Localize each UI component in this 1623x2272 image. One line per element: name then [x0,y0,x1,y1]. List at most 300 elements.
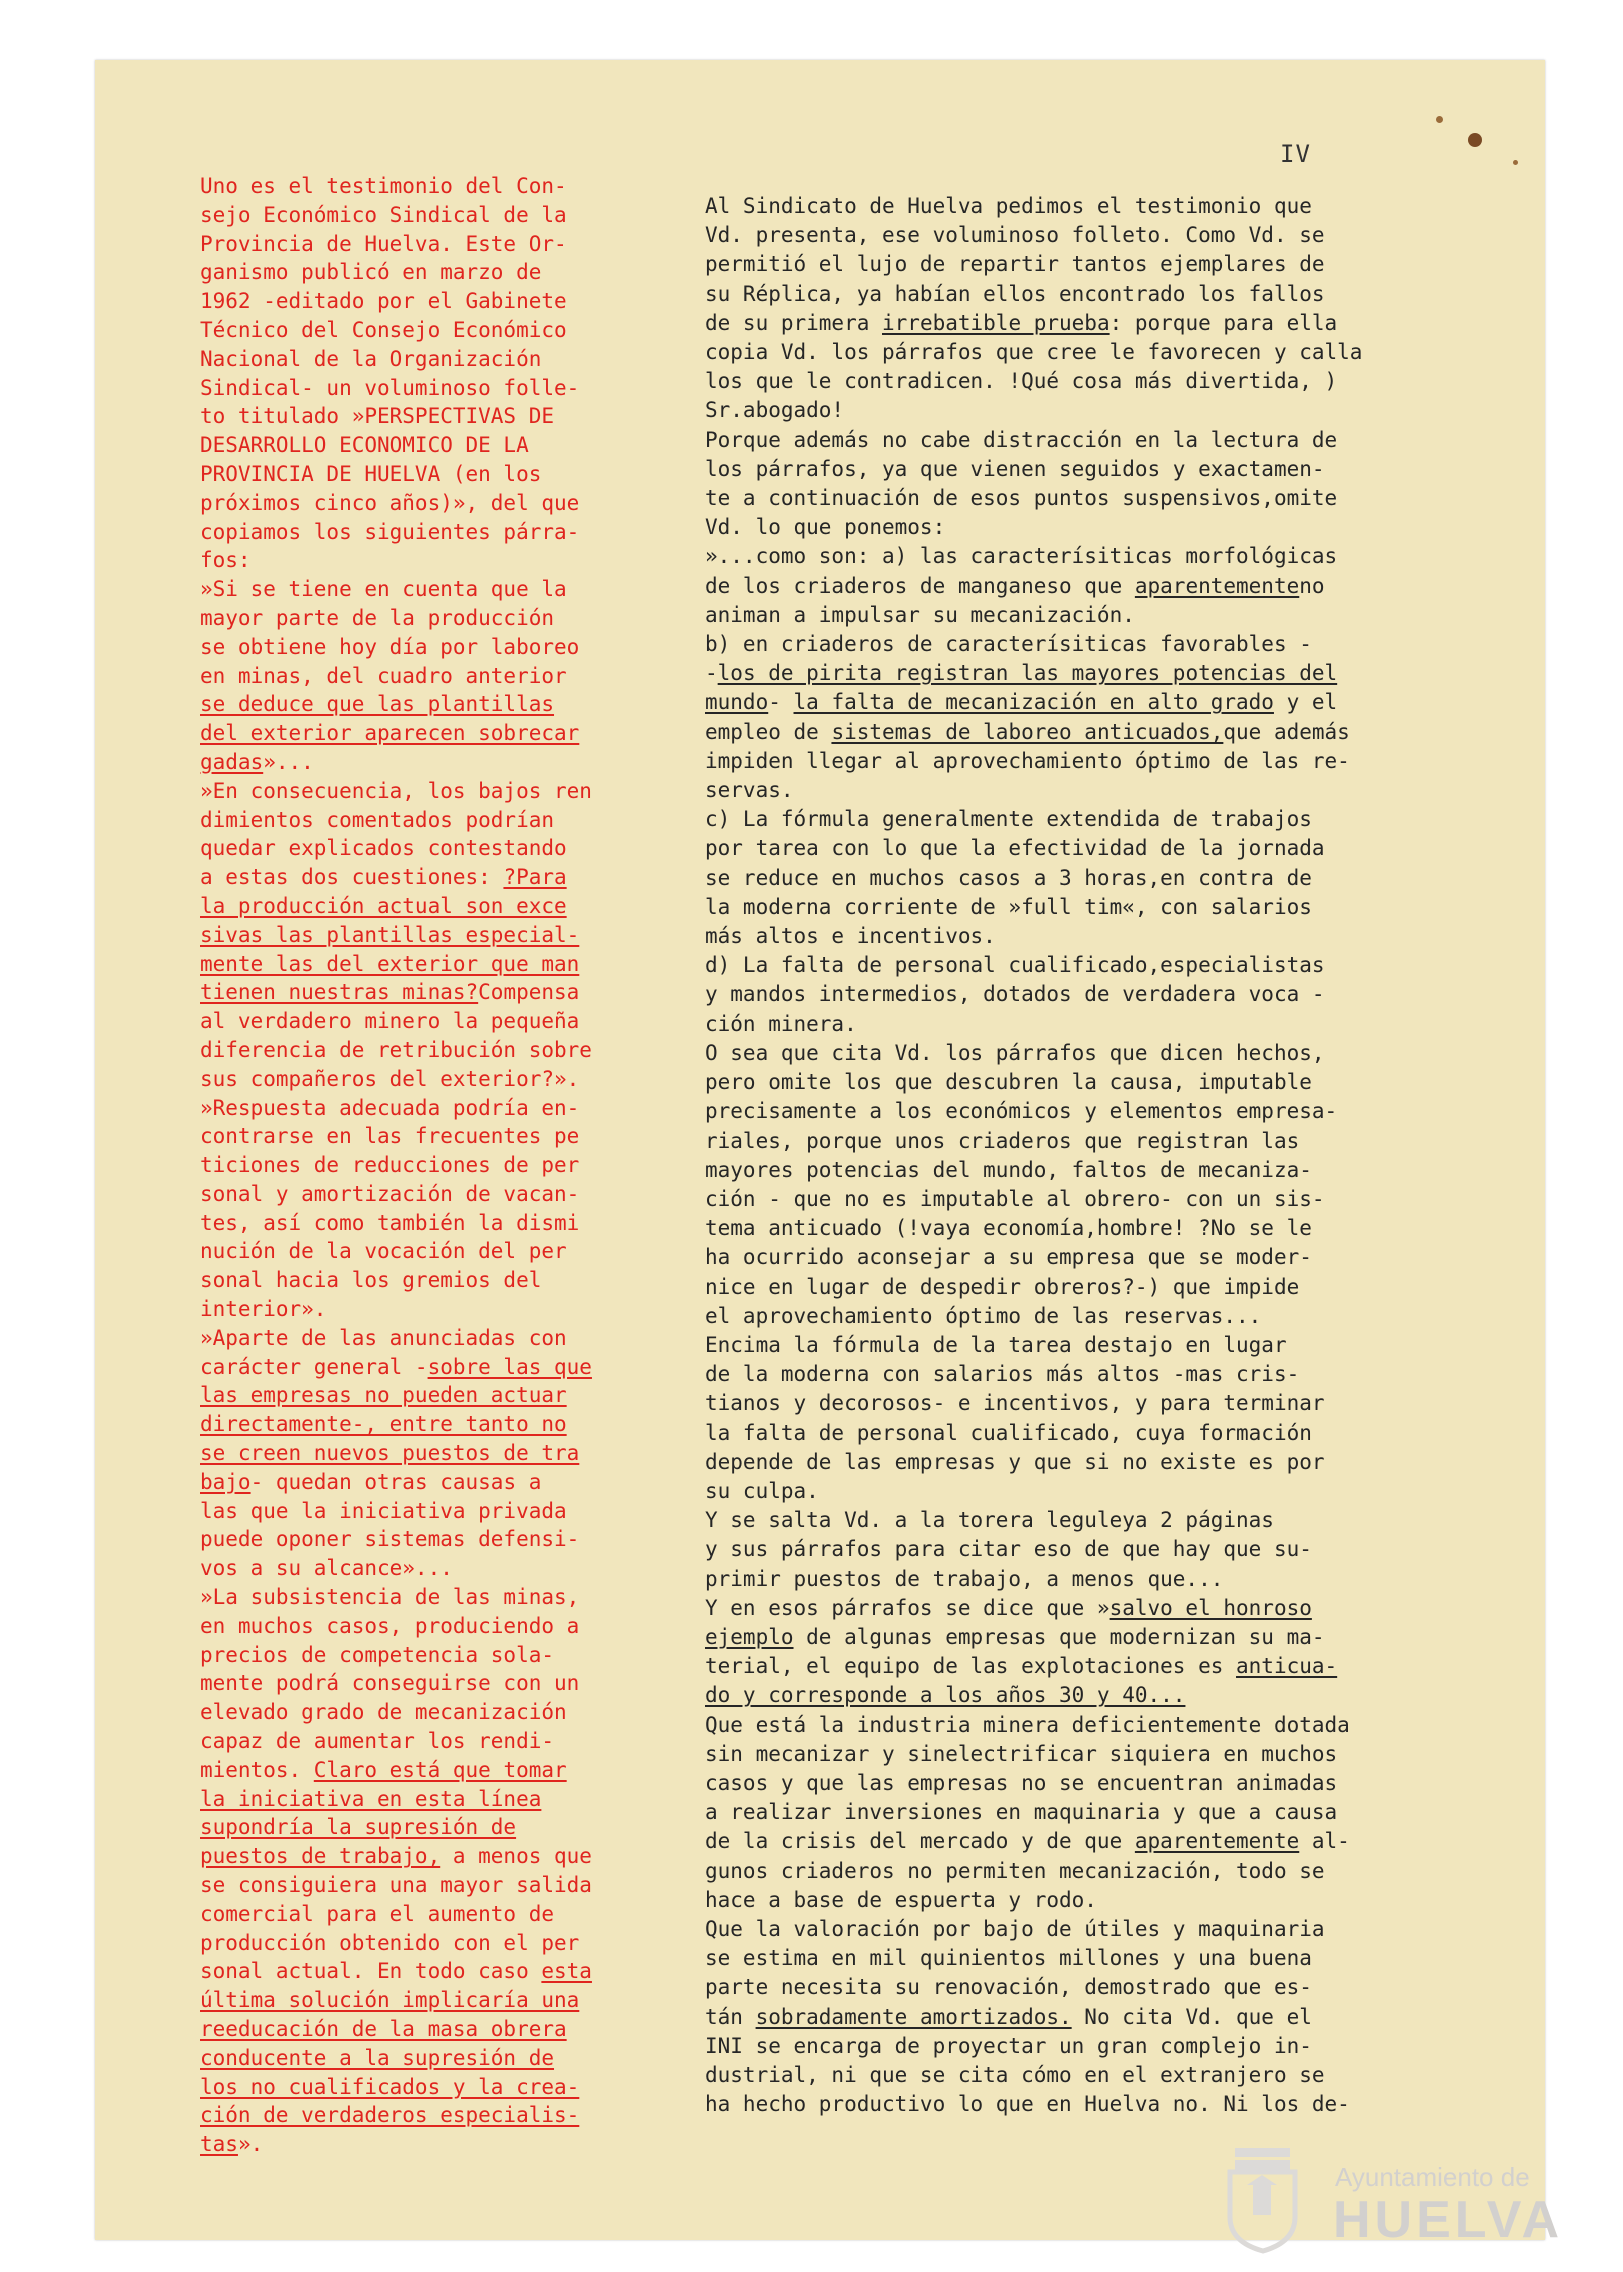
text-segment: contrarse en las frecuentes pe [200,1124,580,1149]
text-segment: : porque para ella [1109,310,1338,335]
text-segment: te a continuación de esos puntos suspensivos,omite [705,486,1338,511]
text-segment: Al Sindicato de Huelva pedimos el testimonio que [705,194,1312,218]
text-segment: copiamos los siguientes párra- [200,519,580,544]
text-segment: »Respuesta adecuada podría en- [200,1095,580,1120]
text-line [200,316,660,345]
text-segment: ha hecho productivo lo que en Huelva no. Ni los de- [705,2092,1350,2117]
text-segment: vos a su alcance»... [200,1556,453,1581]
text-segment: carácter general - [200,1354,428,1379]
text-line [200,1381,660,1410]
text-line [705,1331,1465,1360]
underlined-text: tienen nuestras minas? [200,980,479,1005]
text-segment: Técnico del Consejo Económico [200,317,567,342]
text-line [705,834,1465,863]
page-number: IV [1280,140,1311,168]
text-segment: - [768,690,794,715]
text-line [705,542,1465,571]
text-line [705,1681,1465,1710]
text-line [200,2044,660,2073]
huelva-shield-icon [1205,2140,1320,2255]
text-segment: riales, porque unos criaderos que registran las [705,1128,1300,1153]
text-segment: Y en esos párrafos se dice que » [705,1595,1110,1620]
text-segment: copia Vd. los párrafos que cree le favorecen y calla [705,340,1363,365]
text-line [200,1554,660,1583]
text-segment: casos y que las empresas no se encuentran animadas [705,1770,1338,1795]
text-line [705,630,1465,659]
text-line [705,1302,1465,1331]
text-line [200,1669,660,1698]
text-segment: dustrial, ni que se cita cómo en el extranjero se [705,2063,1325,2087]
text-line [705,2032,1465,2061]
underlined-text: mente las del exterior que man [200,951,580,976]
text-segment: permitió el lujo de repartir tantos ejemplares de [705,252,1325,277]
watermark-logo [1205,2140,1564,2255]
text-line [705,1243,1465,1272]
text-segment: ». [237,2132,264,2157]
text-segment: capaz de aumentar los rendi- [200,1729,555,1754]
text-segment: Porque además no cabe distracción en la lectura de [705,427,1338,452]
text-segment: se estima en mil quinientos millones y una buena [705,1946,1312,1971]
underlined-text: del exterior aparecen sobrecar [200,721,580,746]
text-segment: las que la iniciativa privada [200,1498,567,1523]
text-line [200,258,660,287]
text-line [200,345,660,374]
text-segment: gunos criaderos no permiten mecanización, todo se [705,1858,1325,1883]
text-line [705,1448,1465,1477]
text-segment: a estas dos cuestiones: [200,865,504,890]
text-segment: c) La fórmula generalmente extendida de trabajos [705,807,1312,832]
text-segment: - [705,661,718,686]
text-segment: tianos y decorosos- e incentivos, y para terminar [705,1391,1325,1416]
text-line [705,718,1465,747]
text-line [200,2015,660,2044]
text-line [705,2061,1465,2090]
text-line [705,1010,1465,1039]
text-segment: y sus párrafos para citar eso de que hay que su- [705,1537,1312,1562]
text-segment: interior». [200,1297,327,1322]
text-line [200,1957,660,1986]
text-segment: terial, el equipo de las explotaciones es [705,1654,1237,1679]
text-segment: en muchos casos, produciendo a [200,1613,580,1638]
underlined-text: do y corresponde a los años 30 y 40... [705,1683,1186,1708]
text-line [200,1698,660,1727]
underlined-text: sobre las que [427,1354,592,1379]
text-line [200,921,660,950]
text-segment: Compensa [478,980,580,1005]
text-segment: elevado grado de mecanización [200,1700,567,1725]
text-segment: O sea que cita Vd. los párrafos que dicen hechos, [705,1040,1325,1065]
text-line [200,1439,660,1468]
underlined-text: anticua- [1236,1654,1338,1679]
underlined-text: la producción actual son exce [200,893,567,918]
text-line [705,980,1465,1009]
text-line [200,777,660,806]
text-segment: servas. [705,778,794,803]
text-segment: de la moderna con salarios más altos -mas cris- [705,1362,1300,1387]
text-line [705,1506,1465,1535]
text-segment: Que la valoración por bajo de útiles y maquinaria [705,1916,1325,1941]
text-line [200,690,660,719]
text-segment: los que le contradicen. !Qué cosa más divertida, ) [705,369,1338,394]
text-segment: tán [705,2004,756,2029]
text-line [705,864,1465,893]
text-line [705,893,1465,922]
text-segment: a realizar inversiones en maquinaria y que a causa [705,1800,1338,1825]
text-segment: de algunas empresas que modernizan su ma- [793,1624,1325,1649]
text-line [200,518,660,547]
underlined-text: directamente-, entre tanto no [200,1412,567,1437]
text-segment: no [1299,573,1325,598]
text-segment: »... [263,749,314,774]
text-segment: Vd. lo que ponemos: [705,515,946,540]
text-line [705,1973,1465,2002]
text-line [200,1266,660,1295]
text-segment: nice en lugar de despedir obreros?-) que impide [705,1274,1300,1299]
text-segment: Que está la industria minera deficientemente dotada [705,1712,1350,1737]
text-line [705,1127,1465,1156]
text-segment: ganismo publicó en marzo de [200,260,542,285]
text-line [200,1497,660,1526]
text-segment: No cita Vd. que el [1071,2004,1312,2029]
text-segment: y mandos intermedios, dotados de verdadera voca - [705,982,1325,1007]
text-segment: INI se encarga de proyectar un gran complejo in- [705,2033,1312,2058]
text-segment: sin mecanizar y sinelectrificar siquiera en muchos [705,1741,1338,1766]
text-line [705,659,1465,688]
text-line [705,1068,1465,1097]
text-segment: Nacional de la Organización [200,346,542,371]
text-line [200,431,660,460]
text-line [200,1353,660,1382]
text-line [705,1565,1465,1594]
text-line [200,1151,660,1180]
text-segment: tes, así como también la dismi [200,1210,580,1235]
text-line [200,575,660,604]
text-segment: ción - que no es imputable al obrero- con un sis- [705,1186,1325,1211]
underlined-text: mundo [705,690,769,715]
text-line [200,2101,660,2130]
text-line [200,1295,660,1324]
text-segment: por tarea con lo que la efectividad de la jornada [705,836,1325,861]
text-segment: 1962 -editado por el Gabinete [200,289,567,314]
text-line [705,1185,1465,1214]
text-line [200,1209,660,1238]
text-line [200,1007,660,1036]
text-segment: fos: [200,548,251,573]
text-line [200,460,660,489]
text-segment: hace a base de espuerta y rodo. [705,1887,1097,1912]
watermark-line2: HUELVA [1333,2191,1564,2249]
text-line [705,1915,1465,1944]
underlined-text: aparentemente [1134,1829,1300,1854]
paper-hole [1513,160,1518,165]
text-line [200,1525,660,1554]
underlined-text: las empresas no pueden actuar [200,1383,567,1408]
underlined-text: se creen nuevos puestos de tra [200,1441,580,1466]
text-line [705,1360,1465,1389]
text-line [200,1410,660,1439]
underlined-text: la falta de mecanización en alto grado [793,690,1274,715]
underlined-text: reeducación de la masa obrera [200,2017,567,2041]
underlined-text: bajo [200,1469,251,1494]
text-line [200,1900,660,1929]
text-line [705,250,1465,279]
text-line [200,834,660,863]
underlined-text: gadas [200,749,264,774]
text-line [200,719,660,748]
text-segment: parte necesita su renovación, demostrado que es- [705,1975,1312,2000]
text-segment: mientos. [200,1757,314,1782]
text-line [705,1477,1465,1506]
underlined-text: Claro está que tomar [313,1757,567,1782]
text-segment: el aprovechamiento óptimo de las reservas... [705,1303,1262,1328]
text-line [705,1798,1465,1827]
text-segment: - quedan otras causas a [250,1469,542,1494]
text-line [705,513,1465,542]
left-column-red-text [200,172,660,2159]
text-segment: sonal hacia los gremios del [200,1268,542,1293]
text-line [705,922,1465,951]
text-line [200,1094,660,1123]
text-segment: de los criaderos de manganeso que [705,573,1135,598]
text-segment: la moderna corriente de »full tim«, con salarios [705,894,1312,919]
text-line [200,662,660,691]
text-segment: de la crisis del mercado y de que [705,1829,1135,1854]
text-segment: »Aparte de las anunciadas con [200,1325,567,1350]
text-line [705,1857,1465,1886]
text-segment: se reduce en muchos casos a 3 horas,en contra de [705,865,1312,890]
text-line [200,1842,660,1871]
text-segment: animan a impulsar su mecanización. [705,602,1135,627]
underlined-text: aparentemente [1134,573,1300,598]
text-line [200,1122,660,1151]
text-segment: DESARROLLO ECONOMICO DE LA [200,433,529,458]
text-segment: y el [1273,690,1338,715]
text-line [200,1756,660,1785]
text-segment: d) La falta de personal cualificado,especialistas [705,953,1325,978]
text-line [705,572,1465,601]
text-segment: precisamente a los económicos y elementos empresa- [705,1099,1338,1124]
text-line [200,633,660,662]
text-segment: al verdadero minero la pequeña [200,1009,580,1034]
text-line [705,1535,1465,1564]
paper-hole [1468,133,1482,147]
underlined-text: los no cualificados y la crea- [200,2074,580,2099]
text-line [705,1097,1465,1126]
text-line [705,1214,1465,1243]
text-line [200,1180,660,1209]
text-line [705,747,1465,776]
text-segment: al- [1299,1829,1350,1854]
text-segment: tema anticuado (!vaya economía,hombre! ?No se le [705,1216,1312,1241]
text-line [705,1273,1465,1302]
text-segment: »La subsistencia de las minas, [200,1585,580,1610]
text-line [200,2073,660,2102]
underlined-text: supondría la supresión de [200,1815,517,1840]
text-segment: Uno es el testimonio del Con- [200,174,567,198]
underlined-text: irrebatible prueba [882,310,1110,335]
text-segment: producción obtenido con el per [200,1930,580,1955]
text-line [705,1944,1465,1973]
text-segment: sus compañeros del exterior?». [200,1066,580,1091]
text-segment: diferencia de retribución sobre [200,1037,592,1062]
text-line [705,221,1465,250]
text-line [200,978,660,1007]
text-line [705,1039,1465,1068]
text-line [200,748,660,777]
text-line [705,1156,1465,1185]
text-segment: sejo Económico Sindical de la [200,202,567,227]
right-column-typed-text [705,192,1465,2119]
text-line [705,192,1465,221]
underlined-text: ?Para [503,865,567,890]
text-line [200,172,660,201]
text-line [705,396,1465,425]
text-segment: dimientos comentados podrían [200,807,555,832]
text-segment: quedar explicados contestando [200,836,567,861]
text-line [200,201,660,230]
text-line [705,951,1465,980]
text-segment: mente podrá conseguirse con un [200,1671,580,1696]
text-line [200,1583,660,1612]
text-segment: »En consecuencia, los bajos ren [200,778,592,803]
text-line [200,287,660,316]
underlined-text: conducente a la supresión de [200,2045,555,2070]
text-line [705,426,1465,455]
text-segment: Sr.abogado! [705,398,845,423]
text-segment: Vd. presenta, ese voluminoso folleto. Como Vd. se [705,223,1325,248]
text-segment: de su primera [705,310,883,335]
text-segment: Y se salta Vd. a la torera leguleya 2 páginas [705,1508,1274,1533]
underlined-text: sistemas de laboreo anticuados, [831,719,1224,744]
text-segment: Provincia de Huelva. Este Or- [200,231,567,256]
text-line [705,338,1465,367]
text-line [200,2130,660,2159]
text-segment: b) en criaderos de caracterísiticas favorables - [705,632,1312,657]
text-line [200,892,660,921]
paper-hole [1436,116,1443,123]
text-segment: comercial para el aumento de [200,1901,555,1926]
text-line [705,367,1465,396]
text-line [200,230,660,259]
text-segment: PROVINCIA DE HUELVA (en los [200,461,542,486]
text-segment: Encima la fórmula de la tarea destajo en lugar [705,1332,1287,1357]
text-line [200,546,660,575]
text-segment: nución de la vocación del per [200,1239,567,1264]
text-line [200,806,660,835]
text-segment: puede oponer sistemas defensi- [200,1527,580,1552]
underlined-text: esta [541,1959,592,1984]
text-segment: más altos e incentivos. [705,924,996,949]
text-line [705,601,1465,630]
underlined-text: los de pirita registran las mayores potencias del [717,661,1338,686]
text-segment: los párrafos, ya que vienen seguidos y exactamen- [705,456,1325,481]
text-segment: »...como son: a) las caracterísiticas morfológicas [705,544,1338,569]
text-line [200,1727,660,1756]
text-line [705,1594,1465,1623]
text-segment: su culpa. [705,1478,819,1503]
text-line [705,1623,1465,1652]
text-segment: en minas, del cuadro anterior [200,663,567,688]
text-line [200,1986,660,2015]
text-line [705,484,1465,513]
text-line [705,280,1465,309]
text-segment: »Si se tiene en cuenta que la [200,577,567,602]
text-line [705,2003,1465,2032]
text-line [200,863,660,892]
text-line [200,374,660,403]
underlined-text: puestos de trabajo, [200,1844,441,1869]
text-segment: que además [1223,719,1350,744]
text-line [705,1419,1465,1448]
underlined-text: tas [200,2132,238,2157]
text-segment: se obtiene hoy día por laboreo [200,634,580,659]
text-line [200,1641,660,1670]
text-segment: ha ocurrido aconsejar a su empresa que se moder- [705,1245,1312,1270]
text-line [200,1871,660,1900]
text-line [705,1827,1465,1856]
text-segment: mayores potencias del mundo, faltos de mecaniza- [705,1157,1312,1182]
text-line [705,1740,1465,1769]
underlined-text: salvo el honroso [1109,1595,1312,1620]
underlined-text: la iniciativa en esta línea [200,1786,542,1811]
text-line [200,1237,660,1266]
text-line [200,604,660,633]
text-segment: la falta de personal cualificado, cuya formación [705,1420,1312,1445]
text-segment: pero omite los que descubren la causa, imputable [705,1070,1312,1095]
text-line [200,489,660,518]
text-segment: to titulado »PERSPECTIVAS DE [200,404,555,429]
text-segment: empleo de [705,719,832,744]
text-segment: se consiguiera una mayor salida [200,1873,592,1898]
text-line [200,1065,660,1094]
text-line [705,455,1465,484]
text-line [200,1612,660,1641]
text-line [705,688,1465,717]
text-segment: ticiones de reducciones de per [200,1153,580,1178]
text-segment: Sindical- un voluminoso folle- [200,375,580,400]
text-line [705,1711,1465,1740]
text-line [200,950,660,979]
text-line [200,402,660,431]
text-line [200,1813,660,1842]
text-segment: precios de competencia sola- [200,1642,555,1667]
underlined-text: última solución implicaría una [200,1988,580,2013]
text-segment: sonal y amortización de vacan- [200,1181,580,1206]
underlined-text: se deduce que las plantillas [200,692,555,717]
underlined-text: sobradamente amortizados. [755,2004,1072,2029]
text-segment: su Réplica, ya habían ellos encontrado los fallos [705,281,1325,306]
underlined-text: ción de verdaderos especialis- [200,2103,580,2128]
text-line [705,776,1465,805]
text-line [200,1785,660,1814]
text-line [705,805,1465,834]
text-segment: mayor parte de la producción [200,605,555,630]
text-line [200,1324,660,1353]
text-line [200,1468,660,1497]
text-line [705,1886,1465,1915]
underlined-text: sivas las plantillas especial- [200,922,580,947]
text-segment: próximos cinco años)», del que [200,490,580,515]
text-segment: a menos que [440,1844,592,1869]
text-line [200,1036,660,1065]
text-line [705,1389,1465,1418]
text-segment: ción minera. [705,1011,857,1036]
watermark-line1: Ayuntamiento de [1335,2162,1530,2192]
text-segment: primir puestos de trabajo, a menos que... [705,1566,1224,1591]
text-segment: sonal actual. En todo caso [200,1959,542,1984]
text-line [705,2090,1465,2119]
underlined-text: ejemplo [705,1624,794,1649]
